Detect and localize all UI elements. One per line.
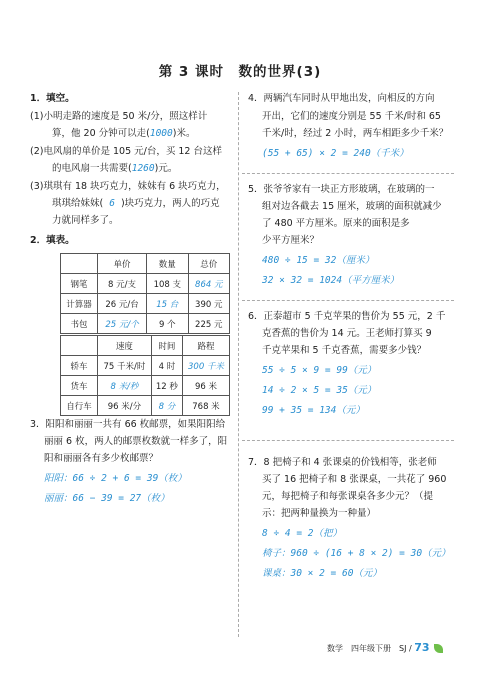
table-header-cell: 数量	[147, 254, 188, 274]
q5-line-1: 5．张爷爷家有一块正方形玻璃，在玻璃的一	[248, 184, 435, 195]
page-footer	[327, 641, 443, 654]
q2-line-2: 的电风扇一共需要(1260)元。	[52, 163, 178, 174]
q7-line-4: 示：把两种量换为一种量）	[262, 508, 377, 519]
table-header-cell: 单价	[98, 254, 147, 274]
footer-subject: 数学 四年级下册 SJ /	[327, 644, 412, 653]
q3-answer-1: 阳阳：66 ÷ 2 + 6 = 39（枚）	[44, 473, 187, 484]
q7-line-1: 7．8 把椅子和 4 张课桌的价钱相等，张老师	[248, 457, 437, 468]
q3-answer-2: 丽丽：66 − 39 = 27（枚）	[44, 493, 170, 504]
table-row: 轿车 75 千米/时 4 时 300 千米	[61, 356, 230, 376]
q5-answer-2: 32 × 32 = 1024（平方厘米）	[262, 275, 400, 286]
q6-answer-3: 99 + 35 = 134（元）	[262, 405, 365, 416]
q7-answer-1: 8 ÷ 4 = 2（把）	[262, 528, 342, 539]
q7-answer-3: 课桌：30 × 2 = 60（元）	[262, 568, 382, 579]
q6-answer-1: 55 ÷ 5 × 9 = 99（元）	[262, 365, 377, 376]
price-table	[60, 253, 230, 334]
q2-answer: 1260	[131, 163, 155, 174]
table-row: 货车 8 米/秒 12 秒 96 米	[61, 376, 230, 396]
section-2-title: 2．填表。	[30, 235, 75, 246]
q3-word-line-3: 阳和丽丽各有多少枚邮票？	[44, 453, 159, 464]
section-divider	[242, 300, 454, 301]
answer-cell: 8 米/秒	[98, 376, 152, 396]
answer-cell: 15 台	[147, 294, 188, 314]
answer-cell: 300 千米	[182, 356, 229, 376]
table-header-cell: 时间	[151, 336, 182, 356]
q5-answer-1: 480 ÷ 15 = 32（厘米）	[262, 255, 375, 266]
section-divider	[242, 440, 454, 441]
q3-line-1: (3)琪琪有 18 块巧克力，妹妹有 6 块巧克力，	[30, 181, 226, 192]
table-row: 钢笔 8 元/支 108 支 864 元	[61, 274, 230, 294]
q3-line-2: 琪琪给妹妹( 6 )块巧克力，两人的巧克	[52, 198, 220, 209]
q7-line-3: 元，每把椅子和每张课桌各多少元？（提	[262, 491, 434, 502]
answer-cell: 864 元	[188, 274, 229, 294]
column-divider	[238, 92, 239, 637]
q7-answer-2: 椅子：960 ÷ (16 + 8 × 2) = 30（元）	[262, 548, 451, 559]
q6-line-2: 克香蕉的售价为 14 元。王老师打算买 9	[262, 328, 432, 339]
table-header-cell: 速度	[98, 336, 152, 356]
q3-line-3: 力就同样多了。	[52, 215, 119, 226]
q2-line-1: (2)电风扇的单价是 105 元/台，买 12 台这样	[30, 146, 222, 157]
table-row: 书包 25 元/个 9 个 225 元	[61, 314, 230, 334]
leaf-icon	[434, 644, 443, 653]
q5-line-4: 少平方厘米？	[262, 235, 320, 246]
q3-word-line-2: 丽丽 6 枚，两人的邮票枚数就一样多了，阳	[44, 436, 228, 447]
table-header-cell	[61, 254, 98, 274]
q6-line-1: 6．正泰超市 5 千克苹果的售价为 55 元，2 千	[248, 311, 446, 322]
q4-line-3: 千米/时，经过 2 小时，两车相距多少千米？	[262, 128, 449, 139]
q7-line-2: 买了 16 把椅子和 8 张课桌，一共花了 960	[262, 474, 447, 485]
speed-table	[60, 335, 230, 416]
q1-line-1: (1)小明走路的速度是 50 米/分，照这样计	[30, 111, 208, 122]
q4-line-2: 开出，它们的速度分别是 55 千米/时和 65	[262, 111, 441, 122]
q3-answer: 6	[109, 198, 115, 209]
page-number: 73	[414, 641, 430, 654]
table-row: 自行车 96 米/分 8 分 768 米	[61, 396, 230, 416]
q6-answer-2: 14 ÷ 2 × 5 = 35（元）	[262, 385, 377, 396]
answer-cell: 8 分	[151, 396, 182, 416]
table-header-cell	[61, 336, 98, 356]
table-header-cell: 总价	[188, 254, 229, 274]
q1-line-2: 算，他 20 分钟可以走(1000)米。	[52, 128, 196, 139]
q3-word-line-1: 3．阳阳和丽丽一共有 66 枚邮票，如果阳阳给	[30, 419, 226, 430]
q1-answer: 1000	[149, 128, 173, 139]
q4-line-1: 4．两辆汽车同时从甲地出发，向相反的方向	[248, 93, 435, 104]
answer-cell: 25 元/个	[98, 314, 147, 334]
q5-line-2: 组对边各截去 15 厘米，玻璃的面积就减少	[262, 201, 442, 212]
section-divider	[242, 173, 454, 174]
table-header-cell: 路程	[182, 336, 229, 356]
table-row: 计算器 26 元/台 15 台 390 元	[61, 294, 230, 314]
section-1-title: 1．填空。	[30, 93, 75, 104]
q6-line-3: 千克苹果和 5 千克香蕉，需要多少钱？	[262, 345, 427, 356]
q4-answer-1: (55 + 65) × 2 = 240（千米）	[262, 148, 409, 159]
q5-line-3: 了 480 平方厘米。原来的面积是多	[262, 218, 410, 229]
page-title: 第 3 课时 数的世界(3)	[158, 64, 322, 80]
